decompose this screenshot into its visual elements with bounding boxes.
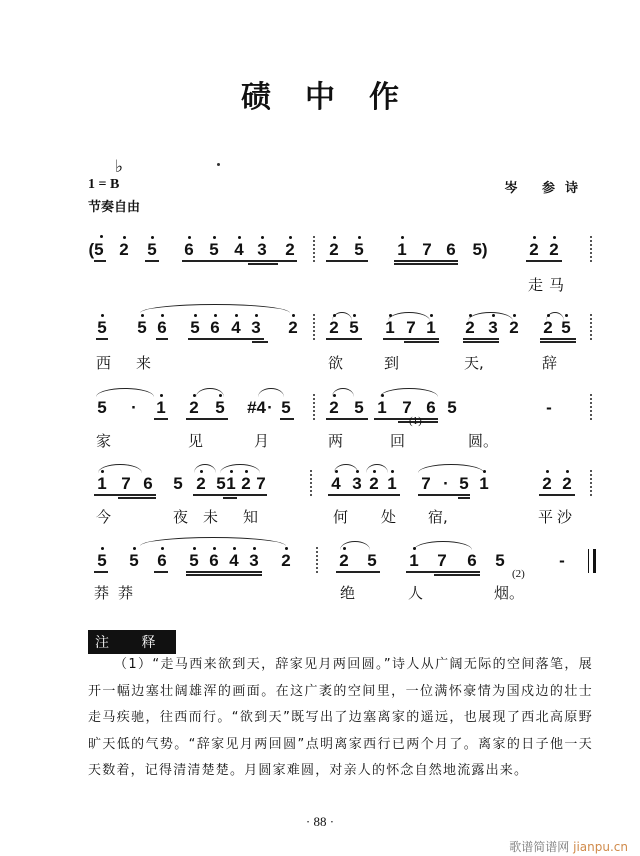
lyric: 家 (96, 432, 112, 450)
slur (140, 304, 290, 313)
footnote-ref-2: (2) (512, 568, 525, 580)
dotted-barline (313, 394, 315, 420)
note: 2 (328, 398, 340, 418)
dotted-barline (590, 470, 592, 496)
slur (140, 537, 286, 546)
note: 2 (188, 398, 200, 418)
note: 1 (384, 318, 396, 338)
note: 2 (368, 474, 380, 494)
annotations-body (88, 652, 593, 785)
note: 7 (422, 240, 432, 259)
note: 5 (173, 474, 183, 493)
footnote-ref-1: (1) (409, 415, 422, 427)
note: 5 (560, 318, 572, 338)
note: 6 (426, 398, 436, 417)
lyric: 人 (408, 584, 424, 602)
note: 2 (284, 240, 296, 260)
dotted-barline (590, 236, 592, 262)
score-row-4 (88, 466, 593, 498)
dotted-barline (590, 314, 592, 340)
note: · (443, 474, 449, 493)
slur (258, 388, 284, 397)
slur (418, 464, 484, 473)
note: 2 (542, 318, 554, 338)
lyric: 莽 (118, 584, 134, 602)
note: 7 (402, 398, 412, 417)
note: 5 (495, 551, 505, 570)
note: 5 (367, 551, 377, 570)
lyric-row-1 (88, 274, 593, 296)
final-barline (588, 549, 596, 573)
note: 5 (214, 398, 226, 418)
note: 5 (128, 551, 140, 571)
note: 5 (188, 551, 200, 571)
slur (366, 464, 388, 473)
slur (96, 388, 154, 397)
note: 2 (195, 474, 207, 494)
note: 4 (230, 318, 242, 338)
note: 2 (338, 551, 350, 571)
slur (194, 464, 216, 473)
note: 5 (348, 318, 360, 338)
note: 5 (208, 240, 220, 260)
note: #4 (247, 398, 266, 417)
note: - (546, 398, 552, 417)
note: 1 (396, 240, 408, 260)
note: 2 (561, 474, 573, 494)
note: 6 (209, 318, 221, 338)
lyric: 处 (381, 508, 397, 526)
key-signature: 1 = B (88, 177, 120, 192)
score-row-2 (88, 310, 593, 342)
note: 6 (156, 318, 168, 338)
lyric: 绝 (340, 584, 356, 602)
note: 7 (121, 474, 131, 493)
note: 7 (437, 551, 447, 570)
dotted-barline (590, 394, 592, 420)
page-number: · 88 · (305, 814, 335, 829)
lyric: 宿, (428, 508, 448, 526)
lyric: 未 (203, 508, 219, 526)
lyric: 平沙 (538, 508, 577, 526)
note: 2 (240, 474, 252, 494)
page-title: 碛中作 (241, 80, 433, 115)
note: 5 (96, 551, 108, 571)
note: 1 (425, 318, 437, 338)
note: · (267, 398, 273, 417)
note: 5) (472, 240, 488, 259)
lyric: 月 (254, 432, 270, 450)
lyric: 回 (390, 432, 406, 450)
note: 2 (328, 240, 340, 260)
slur (414, 541, 472, 550)
note: 5 (96, 318, 108, 338)
slur (380, 388, 438, 397)
note: (5 (88, 240, 104, 259)
lyric: 两 (328, 432, 344, 450)
note: 5 (189, 318, 201, 338)
annotation-paragraph-1: （1）“走马西来欲到天，辞家见月两回圆。”诗人从广阔无际的空间落笔，展开一幅边塞壮阔雄浑的画面。在这广袤的空间里，一位满怀豪情为国戍边的壮士走马疾驰，往西而行。“欲到天”既写出了边塞离家的遥远，也展现了西北高原野旷天低的气势。“辞家见月两回圆”点明离家西行已两个月了。离家的日子他一天天数着，记得清清楚楚。月圆家难圆，对亲人的怀念自然地流露出来。 (88, 657, 593, 778)
lyric-row-3 (88, 430, 593, 452)
note: 3 (351, 474, 363, 494)
note: 5 (459, 474, 469, 493)
lyric: 见 (188, 432, 204, 450)
lyric: 天, (464, 354, 484, 372)
lyric: 莽 (94, 584, 110, 602)
lyric: 走 (528, 276, 544, 294)
tempo-marking: 节奏自由 (88, 200, 141, 215)
note: 5 (281, 398, 291, 417)
lyric: 何 (333, 508, 349, 526)
lyric: 辞 (542, 354, 558, 372)
lyric-row-2 (88, 352, 593, 374)
watermark (509, 838, 628, 855)
note: 3 (250, 318, 262, 338)
note: 1 (155, 398, 167, 418)
note: 1 (376, 398, 388, 418)
note: 4 (330, 474, 342, 494)
note: 6 (143, 474, 153, 493)
lyric: 知 (243, 508, 259, 526)
dotted-barline (313, 314, 315, 340)
watermark-cn: 歌谱简谱网 (509, 840, 570, 854)
note: 4 (233, 240, 245, 260)
note: 1 (478, 474, 490, 494)
lyric: 西 (96, 354, 112, 372)
dotted-barline (313, 236, 315, 262)
note: 2 (280, 551, 292, 571)
note: 7 (256, 474, 266, 493)
note: - (559, 551, 565, 570)
note: 7 (406, 318, 416, 337)
note: 5 (447, 398, 457, 417)
note: 1 (225, 474, 237, 494)
annotations-heading: 注 释 (88, 630, 176, 654)
note: 3 (256, 240, 268, 260)
note: 3 (248, 551, 260, 571)
lyric: 夜 (173, 508, 189, 526)
note: 4 (228, 551, 240, 571)
dotted-barline (310, 470, 312, 496)
lyric: 到 (384, 354, 400, 372)
note: 1 (96, 474, 108, 494)
lyric: 欲 (328, 354, 344, 372)
note: 5 (353, 240, 365, 260)
slur (220, 464, 260, 473)
note: 2 (328, 318, 340, 338)
note: 2 (528, 240, 540, 260)
lyric: 来 (136, 354, 152, 372)
note: 6 (467, 551, 477, 570)
lyric: 马 (549, 276, 565, 294)
note: 6 (208, 551, 220, 571)
note: 2 (508, 318, 520, 338)
note: 5 (146, 240, 158, 260)
note: 2 (541, 474, 553, 494)
note: 5 (136, 318, 148, 338)
note: 1 (408, 551, 420, 571)
note: 5 (216, 474, 226, 493)
note: 5 (97, 398, 107, 417)
watermark-en: jianpu.cn (573, 840, 628, 854)
stray-dot (217, 163, 220, 166)
lyric-row-4 (88, 506, 593, 528)
lyric: 烟。 (494, 584, 525, 602)
slur (98, 464, 142, 473)
note: 2 (548, 240, 560, 260)
note: 2 (118, 240, 130, 260)
note: 1 (386, 474, 398, 494)
note: · (131, 398, 137, 417)
lyric-row-5 (88, 582, 593, 604)
note: 2 (464, 318, 476, 338)
note: 7 (421, 474, 431, 493)
note: 6 (446, 240, 456, 259)
poet-credit: 岑 参诗 (504, 181, 588, 196)
score-row-1 (88, 232, 593, 264)
dotted-barline (316, 547, 318, 573)
score-row-3 (88, 390, 593, 422)
flat-sign-icon: ♭ (115, 157, 124, 177)
note: 3 (487, 318, 499, 338)
lyric: 圆。 (468, 432, 499, 450)
note: 6 (156, 551, 168, 571)
note: 6 (183, 240, 195, 260)
lyric: 今 (96, 508, 112, 526)
note: 2 (287, 318, 299, 338)
note: 5 (354, 398, 364, 417)
